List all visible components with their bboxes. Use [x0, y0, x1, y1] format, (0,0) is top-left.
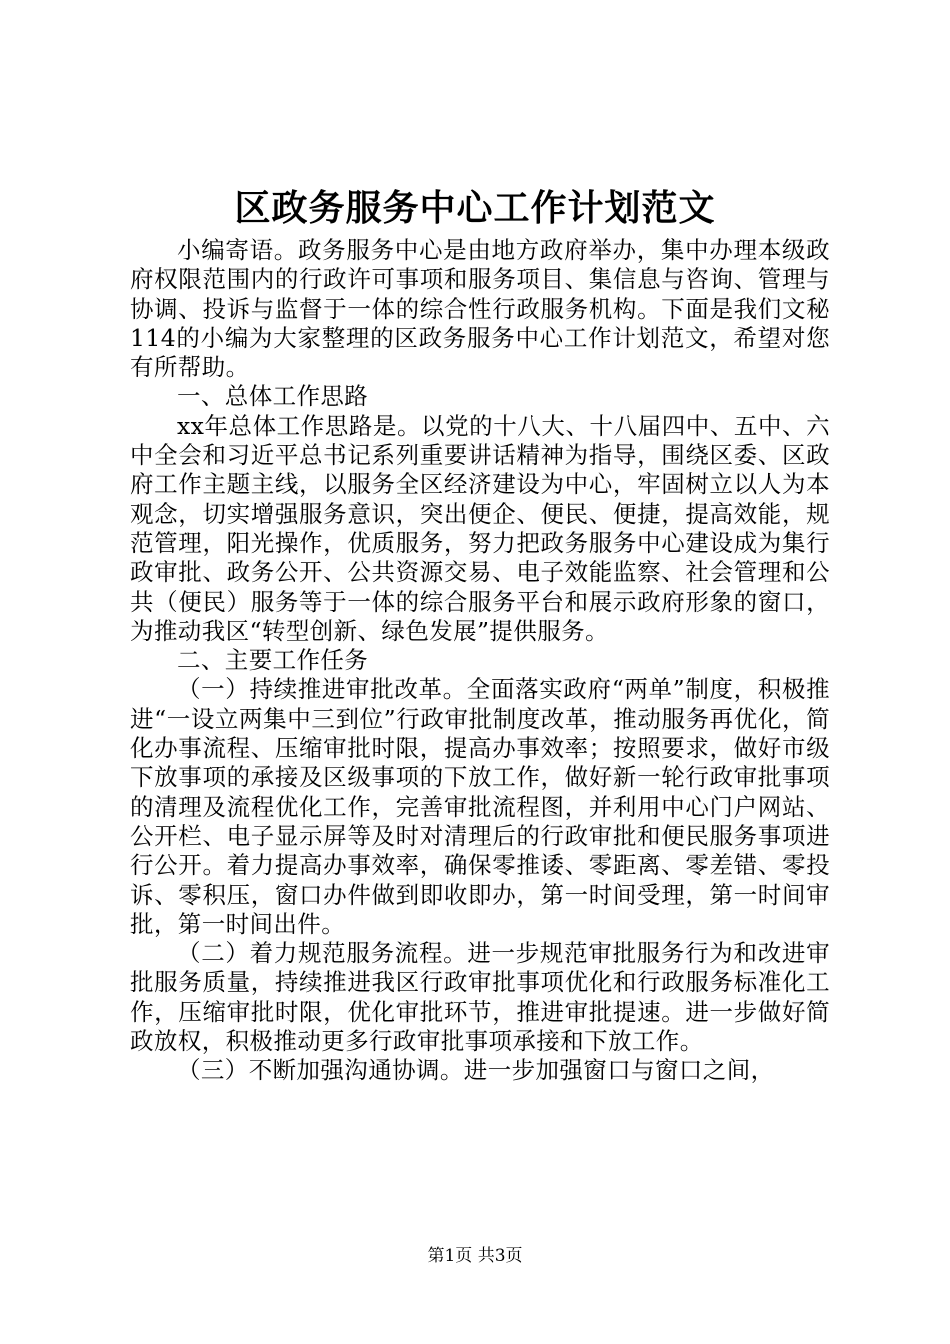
- paragraph-overall-thinking: xx年总体工作思路是。以党的十八大、十八届四中、五中、六中全会和习近平总书记系列重要讲话精神为指导，围绕区委、区政府工作主题主线，以服务全区经济建设为中心，牢固树立以人为本观念，切实增强服务意识，突出便企、便民、便捷，提高效能，规范管理，阳光操作，优质服务，努力把政务服务中心建设成为集行政审批、政务公开、公共资源交易、电子效能监察、社会管理和公共（便民）服务等于一体的综合服务平台和展示政府形象的窗口，为推动我区“转型创新、绿色发展”提供服务。: [130, 411, 830, 645]
- page-footer: 第1页 共3页: [427, 1246, 523, 1266]
- paragraph-intro: 小编寄语。政务服务中心是由地方政府举办，集中办理本级政府权限范围内的行政许可事项和服务项目、集信息与咨询、管理与协调、投诉与监督于一体的综合性行政服务机构。下面是我们文秘114的小编为大家整理的区政务服务中心工作计划范文，希望对您有所帮助。: [130, 236, 830, 382]
- document-title: 区政务服务中心工作计划范文: [234, 187, 716, 229]
- paragraph-task-3: （三）不断加强沟通协调。进一步加强窗口与窗口之间，: [177, 1056, 775, 1085]
- paragraph-task-2: （二）着力规范服务流程。进一步规范审批服务行为和改进审批服务质量，持续推进我区行政审批事项优化和行政服务标准化工作，压缩审批时限，优化审批环节，推进审批提速。进一步做好简政放权，积极推动更多行政审批事项承接和下放工作。: [130, 939, 830, 1056]
- paragraph-task-1: （一）持续推进审批改革。全面落实政府“两单”制度，积极推进“一设立两集中三到位”行政审批制度改革，推动服务再优化，简化办事流程、压缩审批时限，提高办事效率；按照要求，做好市级下放事项的承接及区级事项的下放工作，做好新一轮行政审批事项的清理及流程优化工作，完善审批流程图，并利用中心门户网站、公开栏、电子显示屏等及时对清理后的行政审批和便民服务事项进行公开。着力提高办事效率，确保零推诿、零距离、零差错、零投诉、零积压，窗口办件做到即收即办，第一时间受理，第一时间审批，第一时间出件。: [130, 675, 830, 938]
- section-heading-main-tasks: 二、主要工作任务: [177, 646, 369, 675]
- document-body: [130, 236, 830, 1086]
- section-heading-overall: 一、总体工作思路: [177, 382, 369, 411]
